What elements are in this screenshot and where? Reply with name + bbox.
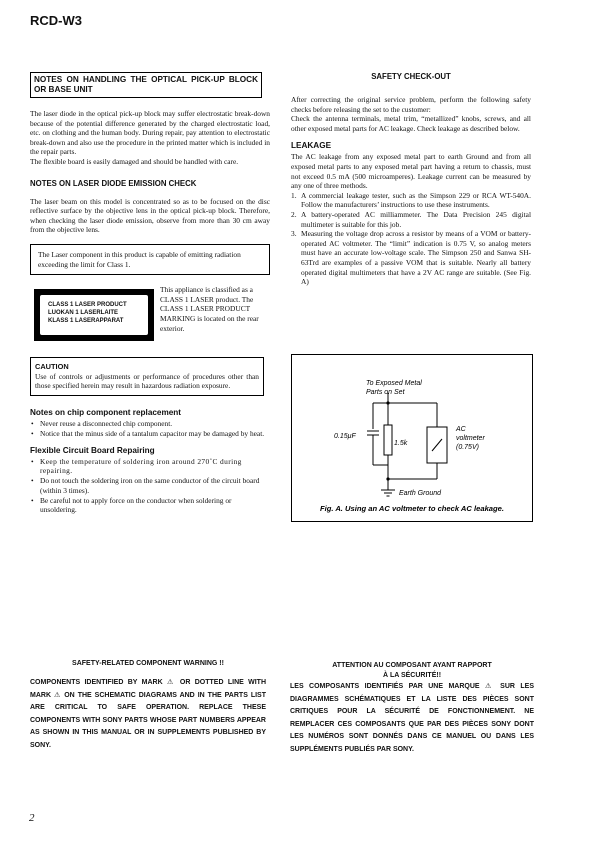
list-item: • Do not touch the soldering iron on the same conductor of the circuit board (within 3 times). xyxy=(30,476,270,496)
pickup-text: The laser diode in the optical pick-up block may suffer electrostatic break-down because of the potential difference generated by the charged electrostatic load, etc. on clothing and the human body. During repair, pay attention to electrostatic break-down and also use the procedure in the printed matter which is included in the repair parts. xyxy=(30,109,270,157)
list-item: • Notice that the minus side of a tantalum capacitor may be damaged by heat. xyxy=(30,429,270,439)
caution-box xyxy=(30,357,264,396)
label-line-2: LUOKAN 1 LASERLAITE xyxy=(48,310,119,317)
fig-cap-label: 0.15μF xyxy=(334,433,356,440)
warning-en-title: SAFETY-RELATED COMPONENT WARNING !! xyxy=(72,660,224,667)
methods-list xyxy=(291,191,531,287)
class1-box: The Laser component in this product is capable of emitting radiation exceeding the limit for Class 1. xyxy=(30,244,270,275)
chip-heading: Notes on chip component replacement xyxy=(30,407,182,417)
laser-text: The laser beam on this model is concentrated so as to be focused on the disc reflective surface by the objective lens in the optical pick-up block. Therefore, when checking the laser diode emission, observe from more than 30 cm away from the objective lens. xyxy=(30,196,270,235)
fig-meter-label-3: (0.75V) xyxy=(456,444,479,451)
fig-caption: Fig. A. Using an AC voltmeter to check AC leakage. xyxy=(320,504,504,513)
warning-fr-text: LES COMPOSANTS IDENTIFIÉS PAR UNE MARQUE ⚠ SUR LES DIAGRAMMES SCHÉMATIQUES ET LA LISTE DES PIÈCES SONT CRITIQUES POUR LA SÉCURITÉ DE FONCTIONNEMENT. NE REMPLACER CES COMPOSANTS QUE PAR DES PIÈCES SONY DONT LES NUMÉROS SONT DONNÉS DANS CE MANUEL OU DANS LES SUPPLÉMENTS PUBLIÉS PAR SONY. xyxy=(290,683,534,753)
list-item: 2. A battery-operated AC milliammeter. The Data Precision 245 digital multimeter is suitable for this job. xyxy=(291,209,531,229)
right-column xyxy=(291,72,531,287)
safety-text: After correcting the original service problem, perform the following safety checks before releasing the set to the customer: xyxy=(291,95,531,114)
caution-title: CAUTION xyxy=(35,362,69,372)
fig-top-label-2: Parts on Set xyxy=(366,389,405,396)
fig-res-label: 1.5k xyxy=(394,440,408,447)
list-item: 1. A commercial leakage tester, such as the Simpson 229 or RCA WT-540A. Follow the manufacturers’ instructions to use these instruments. xyxy=(291,190,531,210)
leakage-text: The AC leakage from any exposed metal part to earth Ground and from all exposed metal parts to any exposed metal part having a return to chassis, must not exceed 0.5 mA (500 microamperes). Leakage current can be measured by any one of three methods. xyxy=(291,152,531,191)
flex-heading: Flexible Circuit Board Repairing xyxy=(30,445,155,455)
warning-fr-title-2: À LA SÉCURITÉ!! xyxy=(382,672,442,679)
class1-note: This appliance is classified as a CLASS 1 LASER product. The CLASS 1 LASER PRODUCT MARKING is located on the rear exterior. xyxy=(160,285,259,333)
page-number: 2 xyxy=(29,812,35,824)
leakage-heading: LEAKAGE xyxy=(291,141,332,151)
figure-a xyxy=(291,354,533,522)
fig-ground-label: Earth Ground xyxy=(399,490,442,497)
safety-warning-fr xyxy=(290,662,534,756)
list-item: • Never reuse a disconnected chip component. xyxy=(30,419,270,429)
label-line-1: CLASS 1 LASER PRODUCT xyxy=(48,302,127,309)
junction-dot-bottom xyxy=(386,477,389,480)
safety-heading: SAFETY CHECK-OUT xyxy=(371,72,451,81)
warning-en-text: COMPONENTS IDENTIFIED BY MARK ⚠ OR DOTTED LINE WITH MARK ⚠ ON THE SCHEMATIC DIAGRAMS AND IN THE PARTS LIST ARE CRITICAL TO SAFE OPERATION. REPLACE THESE COMPONENTS WITH SONY PARTS WHOSE PART NUMBERS APPEAR AS SHOWN IN THIS MANUAL OR IN SUPPLEMENTS PUBLISHED BY SONY. xyxy=(30,679,266,749)
flex-list xyxy=(30,457,270,516)
leakage-circuit-diagram xyxy=(292,355,532,521)
list-item: 3. Measuring the voltage drop across a resistor by means of a VOM or battery-operated AC voltmeter. The “limit” indication is 0.75 V, so analog meters must have an accurate low-voltage scale. The Simpson 250 and Sanwa SH-63Trd are examples of a passive VOM that is suitable. Nearly all battery operated digital multimeters that have a 2V AC range are suitable. (See Fig. A) xyxy=(291,229,531,287)
laser-label-row xyxy=(30,285,270,349)
chip-list xyxy=(30,419,270,439)
fig-meter-label-1: AC xyxy=(456,426,466,433)
pickup-heading: NOTES ON HANDLING THE OPTICAL PICK-UP BLOCK OR BASE UNIT xyxy=(30,72,262,98)
left-column xyxy=(30,72,270,515)
safety-text-2: Check the antenna terminals, metal trim, “metallized” knobs, screws, and all other exposed metal parts for AC leakage. Check leakage as described below. xyxy=(291,114,531,133)
laser-heading: NOTES ON LASER DIODE EMISSION CHECK xyxy=(30,178,197,188)
list-item: • Keep the temperature of soldering iron around 270˚C during repairing. xyxy=(30,457,270,477)
pickup-text-2: The flexible board is easily damaged and should be handled with care. xyxy=(30,156,239,166)
label-line-3: KLASS 1 LASERAPPARAT xyxy=(48,318,124,325)
laser-product-label xyxy=(34,289,154,341)
caution-text: Use of controls or adjustments or performance of procedures other than those specified herein may result in hazardous radiation exposure. xyxy=(35,371,259,391)
warning-fr-title-1: ATTENTION AU COMPOSANT AYANT RAPPORT xyxy=(332,662,492,669)
junction-dot-top xyxy=(386,401,389,404)
list-item: • Be careful not to apply force on the conductor when soldering or unsoldering. xyxy=(30,496,270,516)
safety-warning-en xyxy=(30,660,266,752)
fig-top-label-1: To Exposed Metal xyxy=(366,380,422,387)
model-name: RCD-W3 xyxy=(30,13,82,28)
fig-meter-label-2: voltmeter xyxy=(456,435,485,442)
